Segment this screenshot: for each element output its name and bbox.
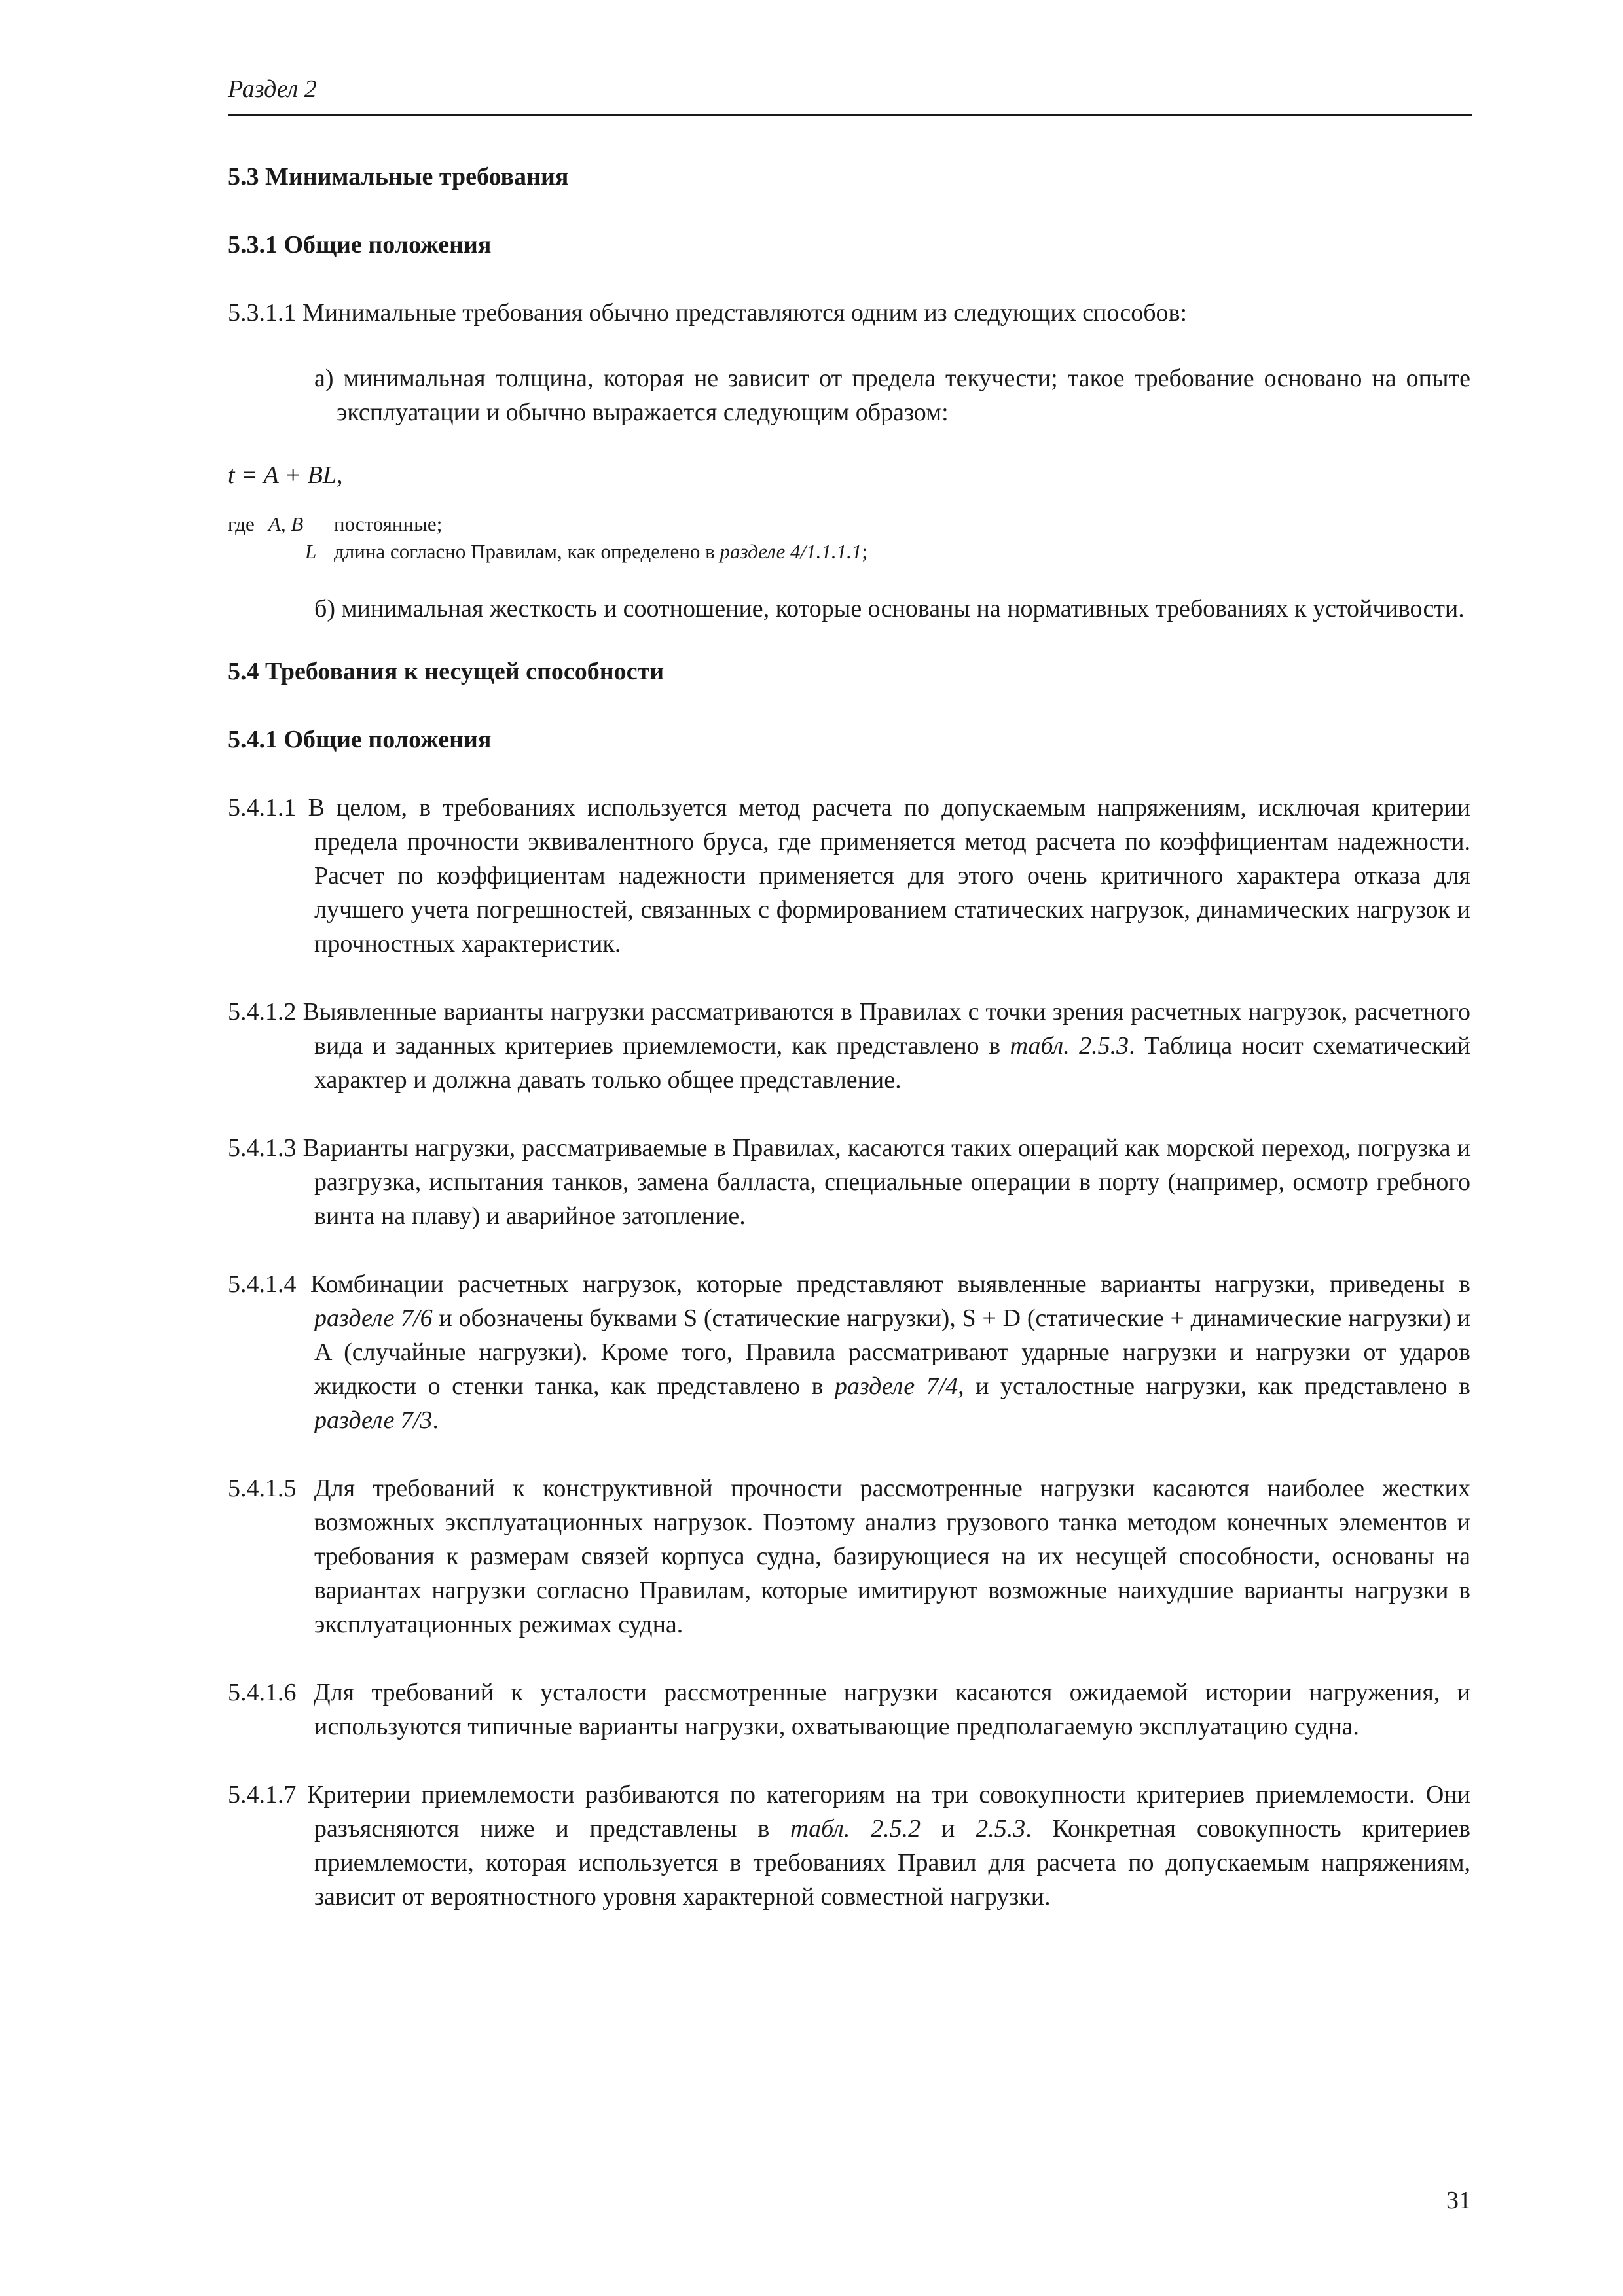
- where-row-2: [228, 538, 1470, 565]
- list-item-a: [228, 361, 1470, 429]
- list-marker-b: б): [314, 595, 335, 622]
- where-lead: где: [228, 512, 255, 535]
- where-row-1: [228, 511, 1470, 538]
- paragraph-5-4-1-6: 5.4.1.6 Для требований к усталости рассмотренные нагрузки касаются ожидаемой истории нагружения, и используются типичные варианты нагрузки, охватывающие предполагаемую эксплуатацию судна.: [228, 1679, 1470, 1740]
- header-rule: [228, 114, 1472, 116]
- heading-5-3-1: 5.3.1 Общие положения: [228, 231, 492, 259]
- paragraph-5-4-1-3: 5.4.1.3 Варианты нагрузки, рассматриваемые в Правилах, касаются таких операций как морской переход, погрузка и разгрузка, испытания танков, замена балласта, специальные операции в порту (например, осмотр гребного винта на плаву) и аварийное затопление.: [228, 1134, 1470, 1230]
- list-item-b-text: минимальная жесткость и соотношение, которые основаны на нормативных требованиях к устойчивости.: [341, 595, 1465, 622]
- cross-ref: 2.5.3: [976, 1815, 1026, 1842]
- cross-ref: табл. 2.5.2: [790, 1815, 921, 1842]
- where-symbol-l: L: [305, 540, 317, 563]
- list-item-a-text: минимальная толщина, которая не зависит от предела текучести; такое требование основано на опыте эксплуатации и обычно выражается следующим образом:: [337, 365, 1470, 426]
- cross-ref: табл. 2.5.3: [1010, 1032, 1129, 1060]
- list-item-b: [228, 592, 1470, 626]
- heading-5-4: 5.4 Требования к несущей способности: [228, 658, 665, 685]
- where-symbol-ab: A, B: [268, 512, 304, 535]
- where-block: [228, 511, 1470, 565]
- where-desc-ab: постоянные;: [334, 512, 443, 535]
- paragraph-5-4-1-7: 5.4.1.7 Критерии приемлемости разбиваются по категориям на три совокупности критериев приемлемости. Они разъясняются ниже и представлены в табл. 2.5.2 и 2.5.3. Конкретная совокупность критериев приемлемости, которая используется в требованиях Правил для расчета по допускаемым напряжениям, зависит от вероятностного уровня характерной совместной нагрузки.: [228, 1781, 1470, 1910]
- heading-5-3: 5.3 Минимальные требования: [228, 163, 569, 190]
- page-number: 31: [1446, 2187, 1471, 2214]
- paragraph-5-4-1-2: 5.4.1.2 Выявленные варианты нагрузки рассматриваются в Правилах с точки зрения расчетных нагрузок, расчетного вида и заданных критериев приемлемости, как представлено в табл. 2.5.3. Таблица носит схематический характер и должна давать только общее представление.: [228, 998, 1471, 1094]
- paragraph-5-4-1-5: 5.4.1.5 Для требований к конструктивной прочности рассмотренные нагрузки касаются наиболее жестких возможных эксплуатационных нагрузок. Поэтому анализ грузового танка методом конечных элементов и требования к размерам связей корпуса судна, базирующиеся на их несущей способности, основаны на вариантах нагрузки согласно Правилам, которые имитируют возможные наихудшие варианты нагрузки в эксплуатационных режимах судна.: [228, 1475, 1470, 1638]
- section-title: Раздел 2: [228, 75, 317, 103]
- running-header: [228, 73, 1472, 105]
- paragraph-5-4-1-4: 5.4.1.4 Комбинации расчетных нагрузок, которые представляют выявленные варианты нагрузки, приведены в разделе 7/6 и обозначены буквами S (статические нагрузки), S + D (статические + динамические нагрузки) и A (случайные нагрузки). Кроме того, Правила рассматривают ударные нагрузки и нагрузки от ударов жидкости о стенки танка, как представлено в разделе 7/4, и усталостные нагрузки, как представлено в разделе 7/3.: [228, 1270, 1471, 1434]
- where-desc-l: длина согласно Правилам, как определено в разделе 4/1.1.1.1;: [334, 540, 868, 563]
- paragraph-5-4-1-1: 5.4.1.1 В целом, в требованиях используется метод расчета по допускаемым напряжениям, исключая критерии предела прочности эквивалентного бруса, где применяется метод расчета по коэффициентам надежности. Расчет по коэффициентам надежности применяется для этого очень критичного характера отказа для лучшего учета погрешностей, связанных с формированием статических нагрузок, динамических нагрузок и прочностных характеристик.: [228, 794, 1470, 958]
- heading-5-4-1: 5.4.1 Общие положения: [228, 726, 492, 753]
- list-marker-a: а): [314, 365, 334, 392]
- cross-ref: разделе 7/6: [314, 1304, 433, 1332]
- paragraph-5-3-1-1: 5.3.1.1 Минимальные требования обычно представляются одним из следующих способов:: [228, 299, 1188, 327]
- formula: t = A + BL,: [228, 461, 343, 489]
- cross-ref: разделе 7/3: [314, 1407, 433, 1434]
- cross-ref: разделе 4/1.1.1.1: [720, 540, 862, 563]
- page-content: [228, 160, 1470, 1948]
- cross-ref: разделе 7/4: [834, 1372, 958, 1400]
